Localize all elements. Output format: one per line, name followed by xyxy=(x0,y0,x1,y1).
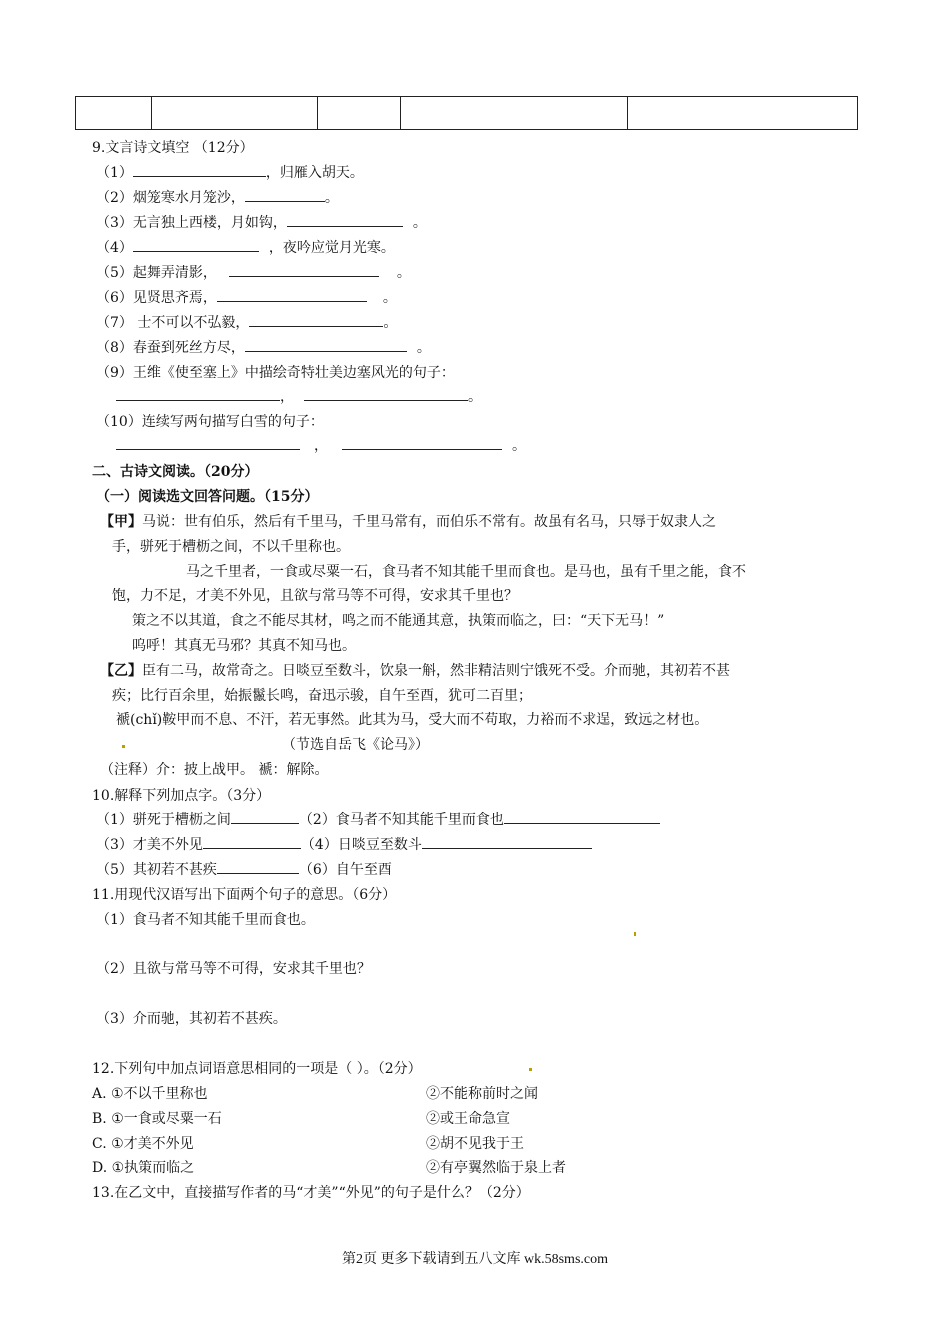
q9-item-9: （9）王维《使至塞上》中描绘奇特壮美边塞风光的句子： xyxy=(96,365,455,381)
text: ，归雁入胡天。 xyxy=(265,165,364,181)
text: 。 xyxy=(468,389,482,405)
blank xyxy=(245,188,325,202)
q12-option-b: B. ①一食或尽粟一石 xyxy=(92,1111,222,1127)
text: （2）食马者不知其能千里而食也 xyxy=(298,812,504,828)
text: ， xyxy=(314,438,328,454)
text: （6）见贤思齐焉， xyxy=(96,290,217,306)
q11-title: 11.用现代汉语写出下面两个句子的意思。（6分） xyxy=(92,887,397,903)
q10-title: 10.解释下列加点字。（3分） xyxy=(92,788,271,804)
q12-option-c: C. ①才美不外见 xyxy=(92,1136,194,1152)
passage-jia-line-1 xyxy=(100,511,716,531)
text: 。 xyxy=(512,438,526,454)
q10-row-3 xyxy=(96,859,392,879)
passage-yi-line-3: 褫(chǐ)鞍甲而不息、不汗，若无事然。此其为马，受大而不苟取，力裕而不求逞，致远之材也。 xyxy=(116,712,709,728)
text: （4） xyxy=(96,240,133,256)
passage-jia-line-2: 手，骈死于槽枥之间，不以千里称也。 xyxy=(112,539,350,555)
q9-item-10-blanks xyxy=(116,435,526,455)
text: （6）自午至酉 xyxy=(298,862,392,878)
text: （4）日啖豆至数斗 xyxy=(300,837,422,853)
text: （1） xyxy=(96,165,133,181)
q9-item-8 xyxy=(96,337,431,357)
q13-title: 13.在乙文中，直接描写作者的马“才美”“外见”的句子是什么？（2分） xyxy=(92,1185,530,1201)
annotation-note: （注释）介：披上战甲。 褫：解除。 xyxy=(100,762,329,778)
q12-option-a: A. ①不以千里称也 xyxy=(92,1086,208,1102)
blank xyxy=(304,387,468,401)
section-title: 二、古诗文阅读。（20分） xyxy=(92,464,259,480)
blank xyxy=(133,238,259,252)
q12-option-d: D. ①执策而临之 xyxy=(92,1160,195,1176)
blank xyxy=(342,436,502,450)
text: （8）春蚕到死丝方尽， xyxy=(96,340,245,356)
blank xyxy=(504,810,660,824)
text: 。 xyxy=(382,290,397,306)
q12-option-b-2: ②或王命急宣 xyxy=(426,1111,510,1127)
text: 。 xyxy=(416,340,431,356)
passage-tag: 【乙】 xyxy=(100,663,142,679)
q9-item-6 xyxy=(96,287,397,307)
passage-tag: 【甲】 xyxy=(100,514,142,530)
text: 马说：世有伯乐，然后有千里马，千里马常有，而伯乐不常有。故虽有名马，只辱于奴隶人之 xyxy=(142,514,716,530)
q9-item-7 xyxy=(96,312,397,332)
blank xyxy=(422,835,592,849)
text: 。 xyxy=(396,265,411,281)
passage-yi-line-2: 疾；比行百余里，始振鬣长鸣，奋迅示骏，自午至酉，犹可二百里； xyxy=(112,688,532,704)
q10-row-1 xyxy=(96,809,660,829)
text: （1）骈死于槽枥之间 xyxy=(96,812,231,828)
blank xyxy=(249,313,383,327)
blank xyxy=(203,835,301,849)
text: （2）烟笼寒水月笼沙， xyxy=(96,190,245,206)
text: （3）无言独上西楼，月如钩， xyxy=(96,215,287,231)
answer-table xyxy=(75,96,858,130)
table-divider xyxy=(627,97,628,129)
q9-item-1 xyxy=(96,162,364,182)
text: （3）才美不外见 xyxy=(96,837,203,853)
passage-source: （节选自岳飞《论马》） xyxy=(282,737,429,753)
passage-jia-line-4: 饱，力不足，才美不外见，且欲与常马等不可得，安求其千里也？ xyxy=(112,588,518,604)
blank xyxy=(116,436,300,450)
q11-sentence-2: （2）且欲与常马等不可得，安求其千里也？ xyxy=(96,961,371,977)
blank xyxy=(245,338,407,352)
q9-item-5 xyxy=(96,262,411,282)
stray-mark xyxy=(122,745,125,748)
text: 。 xyxy=(383,315,398,331)
text: 臣有二马，故常奇之。日啖豆至数斗，饮泉一斛，然非精洁则宁饿死不受。介而驰，其初若不甚 xyxy=(142,663,730,679)
blank xyxy=(217,288,367,302)
blank xyxy=(229,263,379,277)
passage-jia-line-3: 马之千里者，一食或尽粟一石，食马者不知其能千里而食也。是马也，虽有千里之能，食不 xyxy=(186,564,746,580)
text: ， xyxy=(280,389,294,405)
passage-yi-line-1 xyxy=(100,660,730,680)
passage-jia-line-5: 策之不以其道，食之不能尽其材，鸣之而不能通其意，执策而临之，曰：“天下无马！” xyxy=(132,613,665,629)
q10-row-2 xyxy=(96,834,592,854)
page-footer: 第2页 更多下载请到五八文库 wk.58sms.com xyxy=(342,1252,608,1267)
table-divider xyxy=(151,97,152,129)
blank xyxy=(116,387,280,401)
stray-mark xyxy=(529,1068,532,1071)
stray-mark xyxy=(634,932,636,936)
blank xyxy=(217,860,299,874)
text: 。 xyxy=(324,190,339,206)
q12-option-c-2: ②胡不见我于王 xyxy=(426,1136,524,1152)
subsection-title: （一）阅读选文回答问题。（15分） xyxy=(96,489,319,505)
q9-item-4 xyxy=(96,237,395,257)
q12-option-d-2: ②有亭翼然临于泉上者 xyxy=(426,1160,566,1176)
q9-item-9-blanks xyxy=(116,386,482,406)
text: ，夜吟应觉月光寒。 xyxy=(268,240,395,256)
blank xyxy=(231,810,299,824)
text: 。 xyxy=(412,215,427,231)
q9-item-10: （10）连续写两句描写白雪的句子： xyxy=(96,414,324,430)
q9-title: 9.文言诗文填空 （12分） xyxy=(92,140,254,156)
q9-item-3 xyxy=(96,212,427,232)
blank xyxy=(133,163,266,177)
table-divider xyxy=(400,97,401,129)
q12-title: 12.下列句中加点词语意思相同的一项是（ ）。（2分） xyxy=(92,1061,422,1077)
blank xyxy=(287,213,403,227)
q11-sentence-1: （1）食马者不知其能千里而食也。 xyxy=(96,912,315,928)
table-divider xyxy=(317,97,318,129)
passage-jia-line-6: 呜呼！其真无马邪？其真不知马也。 xyxy=(132,638,356,654)
text: （5）起舞弄清影， xyxy=(96,265,217,281)
q9-item-2 xyxy=(96,187,339,207)
text: （5）其初若不甚疾 xyxy=(96,862,217,878)
q11-sentence-3: （3）介而驰，其初若不甚疾。 xyxy=(96,1011,287,1027)
text: （7） 士不可以不弘毅， xyxy=(96,315,250,331)
q12-option-a-2: ②不能称前时之闻 xyxy=(426,1086,538,1102)
